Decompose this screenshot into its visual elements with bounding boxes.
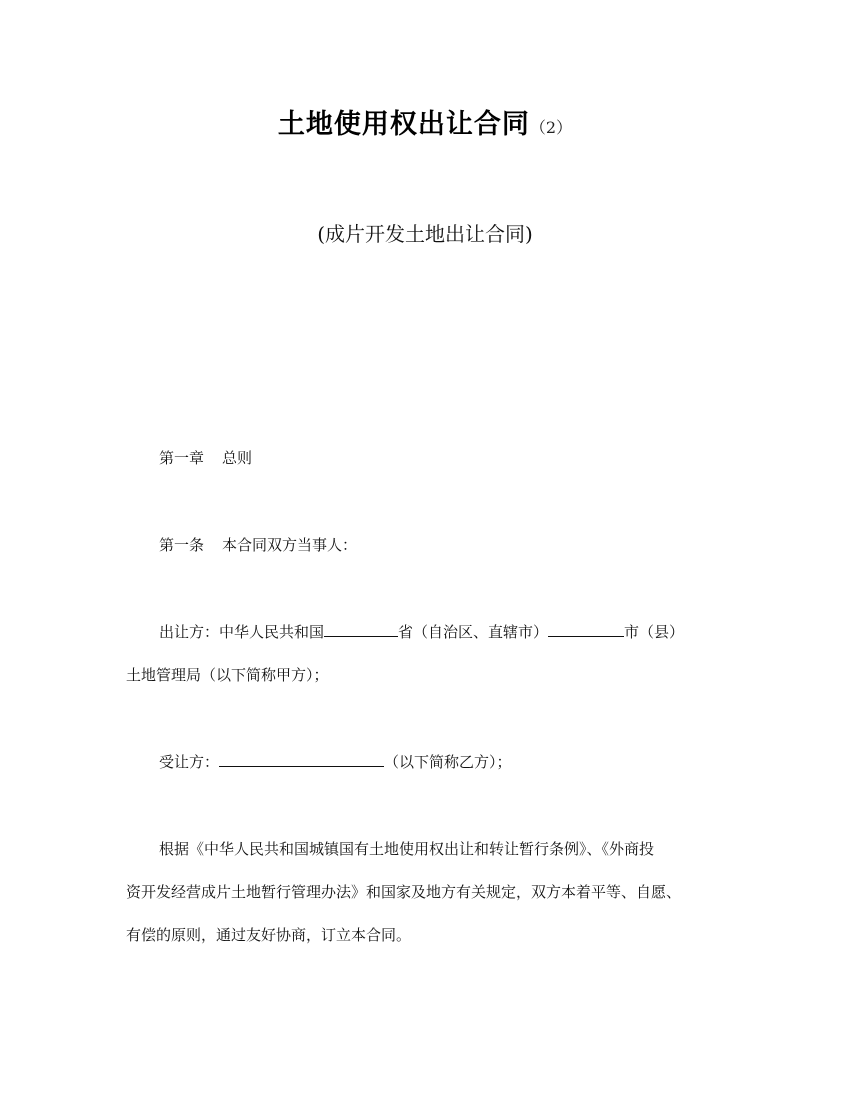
city-blank xyxy=(548,621,624,637)
document-subtitle: (成片开发土地出让合同) xyxy=(317,222,533,246)
grantor-line-2: 土地管理局（以下简称甲方）； xyxy=(126,666,329,684)
basis-line-1: 根据《中华人民共和国城镇国有土地使用权出让和转让暂行条例》、《外商投 xyxy=(159,840,655,858)
basis-line-2: 资开发经营成片土地暂行管理办法》和国家及地方有关规定，双方本着平等、自愿、 xyxy=(126,883,682,901)
grantor-line-1 xyxy=(126,611,726,654)
grantor-city-text: 市（县） xyxy=(624,623,685,641)
chapter-name: 总则 xyxy=(222,449,253,467)
grantee-suffix: （以下简称乙方）； xyxy=(384,753,512,771)
basis-paragraph xyxy=(126,828,726,957)
chapter-number: 第一章 xyxy=(159,449,205,467)
grantor-province-text: 省（自治区、直辖市） xyxy=(398,623,549,641)
grantor-paragraph xyxy=(126,611,726,697)
article-number: 第一条 xyxy=(159,536,205,554)
title-suffix: （2） xyxy=(529,118,573,137)
chapter-heading xyxy=(126,437,726,480)
article-1-heading xyxy=(126,524,726,567)
grantee-blank xyxy=(219,751,384,767)
title-main: 土地使用权出让合同 xyxy=(277,109,530,140)
grantor-label: 出让方：中华人民共和国 xyxy=(159,623,325,641)
grantee-label: 受让方： xyxy=(159,753,220,771)
province-blank xyxy=(324,621,398,637)
document-title xyxy=(0,102,850,141)
article-text: 本合同双方当事人： xyxy=(222,536,358,554)
basis-line-3: 有偿的原则，通过友好协商，订立本合同。 xyxy=(126,926,412,944)
grantee-paragraph xyxy=(126,741,726,784)
